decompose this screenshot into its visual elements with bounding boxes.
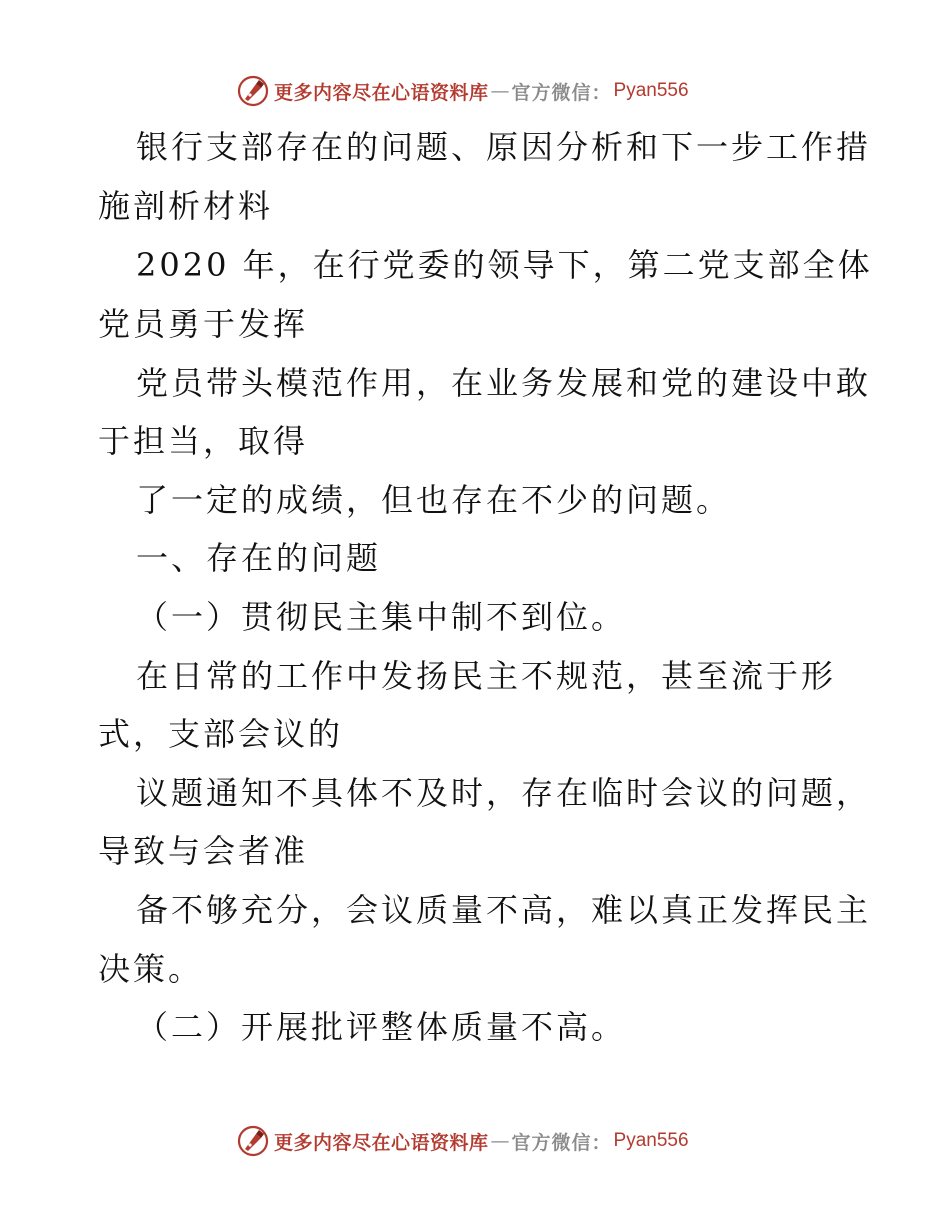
- doc-title-line-1: 银行支部存在的问题、原因分析和下一步工作措: [136, 128, 872, 166]
- subsection-heading: （一）贯彻民主集中制不到位。: [136, 598, 627, 636]
- banner-slogan: 更多内容尽在心语资料库: [274, 1131, 489, 1154]
- paragraph-line: 2020 年，在行党委的领导下，第二党支部全体: [136, 246, 873, 284]
- banner-separator: —: [490, 1130, 510, 1152]
- paragraph-line: 导致与会者准: [98, 832, 309, 870]
- banner-separator: —: [490, 80, 510, 102]
- header-banner: [236, 74, 689, 108]
- paragraph-line: 议题通知不具体不及时，存在临时会议的问题，: [136, 774, 872, 812]
- paragraph-line: 决策。: [98, 950, 204, 988]
- banner-slogan: 更多内容尽在心语资料库: [274, 81, 489, 104]
- doc-title-line-2: 施剖析材料: [98, 187, 274, 225]
- paragraph-line: 于担当，取得: [98, 422, 309, 460]
- paragraph-line: 备不够充分，会议质量不高，难以真正发挥民主: [136, 891, 872, 929]
- footer-banner: [236, 1124, 689, 1158]
- banner-wechat-label: 官方微信：: [511, 1131, 612, 1154]
- banner-wechat-label: 官方微信：: [511, 81, 612, 104]
- section-heading: 一、存在的问题: [136, 539, 382, 577]
- pen-nib-circle-icon: [236, 1124, 270, 1158]
- subsection-heading: （二）开展批评整体质量不高。: [136, 1008, 627, 1046]
- paragraph-line: 党员勇于发挥: [98, 305, 309, 343]
- banner-wechat-account: Pyan556: [613, 80, 689, 101]
- banner-wechat-account: Pyan556: [613, 1130, 689, 1151]
- paragraph-line: 式，支部会议的: [98, 715, 344, 753]
- pen-nib-circle-icon: [236, 74, 270, 108]
- paragraph-line: 在日常的工作中发扬民主不规范，甚至流于形: [136, 657, 837, 695]
- paragraph-line: 党员带头模范作用，在业务发展和党的建设中敢: [136, 364, 872, 402]
- paragraph-line: 了一定的成绩，但也存在不少的问题。: [136, 481, 732, 519]
